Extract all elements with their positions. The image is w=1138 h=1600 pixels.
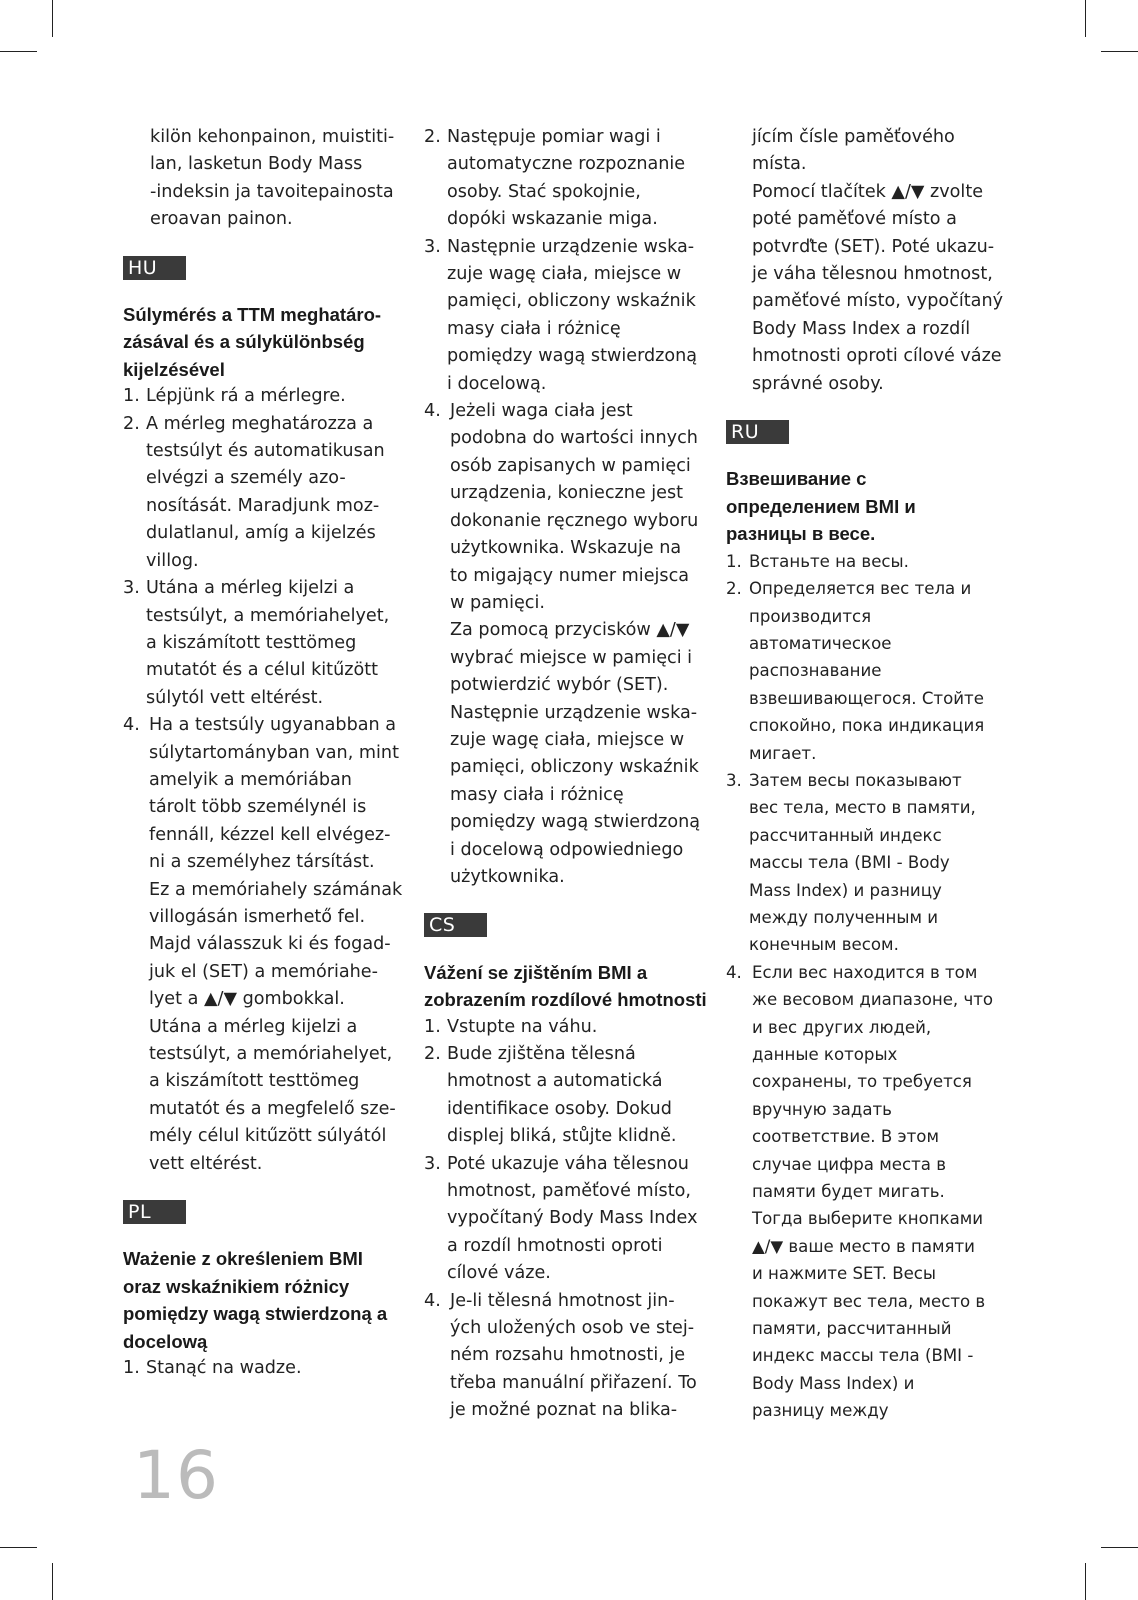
cs-continuation-text: jícím čísle paměťového místa. Pomocí tlačítek ▲/▼ zvolte poté paměťové místo a potvrďte (SET). Poté ukazu- je váha tělesnou hmotnost, paměťové místo, vypočítaný Body Mass Index a rozdíl hmotnosti oproti cílové váze správné osoby. [752,127,1004,394]
steps-list-hu [123,383,403,1178]
list-item: 1. Встаньте на весы. [726,551,909,571]
steps-list-ru [726,548,1016,1425]
crop-mark [0,51,37,52]
crop-mark [1101,51,1138,52]
section-heading-hu: Súlymérés a TTM meghatáro- zásával és a súlykülönbség kijelzésével [123,304,382,380]
column-3 [726,124,1016,1425]
list-item: 4. Jeżeli waga ciała jest podobna do wartości innych osób zapisanych w pamięci urządzenia, konieczne jest dokonanie ręcznego wyboru użytkownika. Wskazuje na to migający numer miejsca w pamięci. Za pomocą przycisków ▲/▼ wybrać miejsce w pamięci i potwierdzić wybór (SET). Następnie urządzenie wska- zuje wagę ciała, miejsce w pamięci, obliczony wskaźnik masy ciała i różnicę pomiędzy wagą stwierdzoną i docelową odpowiedniego użytkownika. [424,401,701,887]
section-heading-ru: Взвешивание с определением BMI и разницы в весе. [726,468,916,545]
list-item: 3. Utána a mérleg kijelzi a testsúlyt, a memóriahelyet, a kiszámított testtömeg mutatót és a célul kitűzött súlytól vett eltérést. [123,578,390,708]
list-item: 4. Je-li tělesná hmotnost jin- ých uložených osob ve stej- ném rozsahu hmotnosti, je třeba manuální přiřazení. To je možné poznat na blika- [424,1290,697,1421]
language-badge-cs: CS [424,913,487,937]
list-item: 1. Vstupte na váhu. [424,1016,598,1037]
page-number: 16 [133,1437,219,1514]
crop-mark [1101,1547,1138,1548]
language-badge-ru: RU [726,420,789,444]
crop-mark [52,1563,53,1600]
language-badge-pl: PL [123,1200,186,1224]
fi-continuation-text: kilön kehonpainon, muistiti- lan, lasketun Body Mass -indeksin ja tavoitepainosta eroavan painon. [150,127,395,230]
list-item: 2. Определяется вес тела и производится автоматическое распознавание взвешивающегося. Стойте спокойно, пока индикация мигает. [726,579,985,763]
crop-mark [1085,0,1086,37]
steps-list-pl [123,1355,403,1382]
section-heading-cs: Vážení se zjištěním BMI a zobrazením rozdílové hmotnosti [424,961,707,1011]
list-item: 1. Stanąć na wadze. [123,1358,302,1379]
language-badge-hu: HU [123,256,186,280]
crop-mark [0,1547,37,1548]
list-item: 4. Ha a testsúly ugyanabban a súlytartományban van, mint amelyik a memóriában tárolt több személynél is fennáll, kézzel kell elvégez- ni a személyhez társítást. Ez a memóriahely számának villogásán ismerhető fel. Majd válasszuk ki és fogad- juk el (SET) a memóriahe- lyet a ▲/▼ gombokkal. Utána a mérleg kijelzi a testsúlyt, a memóriahelyet, a kiszámított testtömeg mutatót és a megfelelő sze- mély célul kitűzött súlyától vett eltérést. [123,715,403,1174]
list-item: 2. Bude zjištěna tělesná hmotnost a automatická identifikace osoby. Dokud displej bliká, stůjte klidně. [424,1044,677,1147]
crop-mark [52,0,53,37]
column-2 [424,124,714,1425]
steps-list-pl-continued [424,124,714,891]
list-item: 1. Lépjünk rá a mérlegre. [123,386,346,407]
list-item: 2. A mérleg meghatározza a testsúlyt és automatikusan elvégzi a személy azo- nosítását. Maradjunk moz- dulatlanul, amíg a kijelzés villog. [123,413,385,571]
list-item: 4. Если вес находится в том же весовом диапазоне, что и вес других людей, данные которых сохранены, то требуется вручную задать соответствие. В этом случае цифра места в памяти будет мигать. Тогда выберите кнопками ▲/▼ ваше место в памяти и нажмите SET. Весы покажут вес тела, место в памяти, рассчитанный индекс массы тела (BMI - Body Mass Index) и разницу между [726,962,994,1421]
crop-mark [1085,1563,1086,1600]
section-heading-pl: Ważenie z określeniem BMI oraz wskaźnikiem różnicy pomiędzy wagą stwierdzoną a docelową [123,1248,388,1352]
list-item: 3. Następnie urządzenie wska- zuje wagę ciała, miejsce w pamięci, obliczony wskaźnik masy ciała i różnicę pomiędzy wagą stwierdzoną i docelową. [424,236,698,394]
list-item: 2. Następuje pomiar wagi i automatyczne rozpoznanie osoby. Stać spokojnie, dopóki wskazanie miga. [424,127,686,230]
list-item: 3. Poté ukazuje váha tělesnou hmotnost, paměťové místo, vypočítaný Body Mass Index a rozdíl hmotnosti oproti cílové váze. [424,1153,698,1284]
steps-list-cs [424,1014,714,1425]
list-item: 3. Затем весы показывают вес тела, место в памяти, рассчитанный индекс массы тела (BMI - Body Mass Index) и разницу между полученным и конечным весом. [726,770,976,955]
column-1 [123,124,403,1382]
